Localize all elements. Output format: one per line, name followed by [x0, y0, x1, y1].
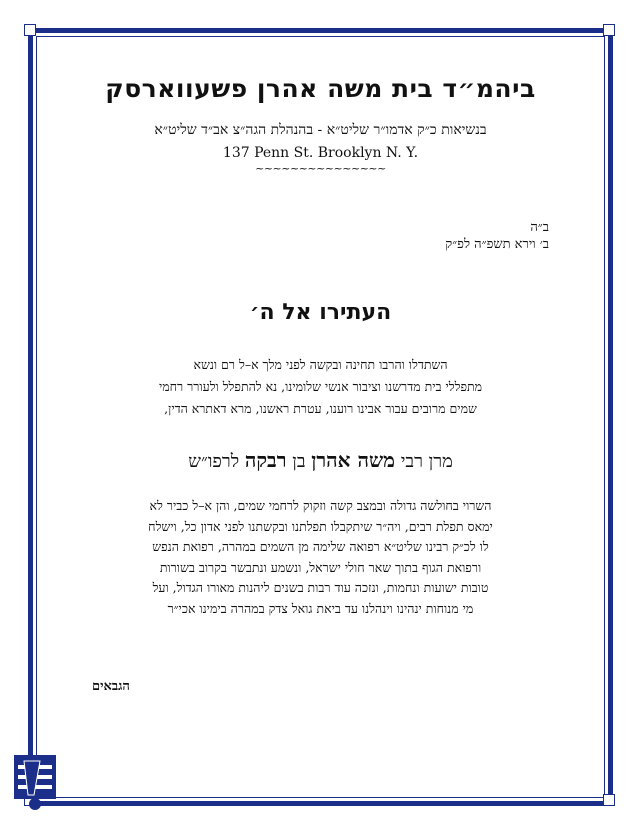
letterhead-subtitle: בנשיאות כ״ק אדמו״ר שליט״א - בהנהלת הגה״צ אב״ד שליט״א [154, 122, 487, 138]
bh-mark: ב״ה [530, 220, 549, 235]
corner-ornament [24, 24, 36, 36]
corner-ornament [603, 794, 615, 806]
letterhead-address: 137 Penn St. Brooklyn N. Y. [222, 145, 419, 161]
name-prefix: מרן רבי [394, 451, 453, 472]
org-logo-icon [14, 755, 56, 811]
mother-name: רבקה [244, 448, 287, 472]
letterhead-divider: ~~~~~~~~~~~~~~~ [255, 162, 386, 175]
paragraph-body [90, 496, 551, 620]
name-middle: בן [286, 451, 312, 472]
signoff: הגבאים [92, 679, 130, 694]
paragraph-intro [90, 354, 551, 420]
patient-name-line [40, 448, 601, 473]
paragraph-line: מתפללי בית מדרשנו וציבור אנשי שלומינו, נא להתפלל ולעורר רחמי [158, 379, 483, 394]
paragraph-line: טובות ישועות ונחמות, ונזכה עוד רבות בשנים ליהנות מאורו הגדול, ועל [152, 580, 489, 596]
corner-ornament [603, 24, 615, 36]
hebrew-date: ב׳ וירא תשפ״ה לפ״ק [445, 237, 549, 252]
paragraph-line: לו לכ״ק רבינו שליט״א רפואה שלימה מן השמים במהרה, רפואת הנפש [152, 539, 489, 555]
name-suffix: לרפו״ש [188, 451, 245, 472]
paragraph-line: ורפואת הגוף בתוך שאר חולי ישראל, ונשמע ונתבשר בקרוב בשורות [159, 559, 482, 575]
paragraph-line: שמים מרובים עבור אבינו רוענו, עטרת ראשנו, מרא דאתרא הדין, [164, 401, 477, 416]
paragraph-line: מי מנוחות ינהינו וינהלנו עד ביאת גואל צדק במהרה בימינו אכי״ר [167, 600, 474, 616]
paragraph-line: השרוי בחולשה גדולה ובמצב קשה וזקוק לרחמי שמים, והן א–ל כביר לא [149, 498, 492, 513]
main-heading: העתירו אל ה׳ [249, 300, 392, 325]
letterhead-title: ביהמ״ד בית משה אהרן פשעווארסק [105, 74, 536, 103]
paragraph-line: השתדלו והרבו תחינה ובקשה לפני מלך א–ל רם ונשא [193, 357, 448, 372]
patient-name: משה אהרן [311, 448, 395, 472]
paragraph-line: ימאס תפלת רבים, ויה״ר שיתקבלו תפלתנו ובקשתנו לפני אדון כל, וישלח [148, 518, 493, 534]
